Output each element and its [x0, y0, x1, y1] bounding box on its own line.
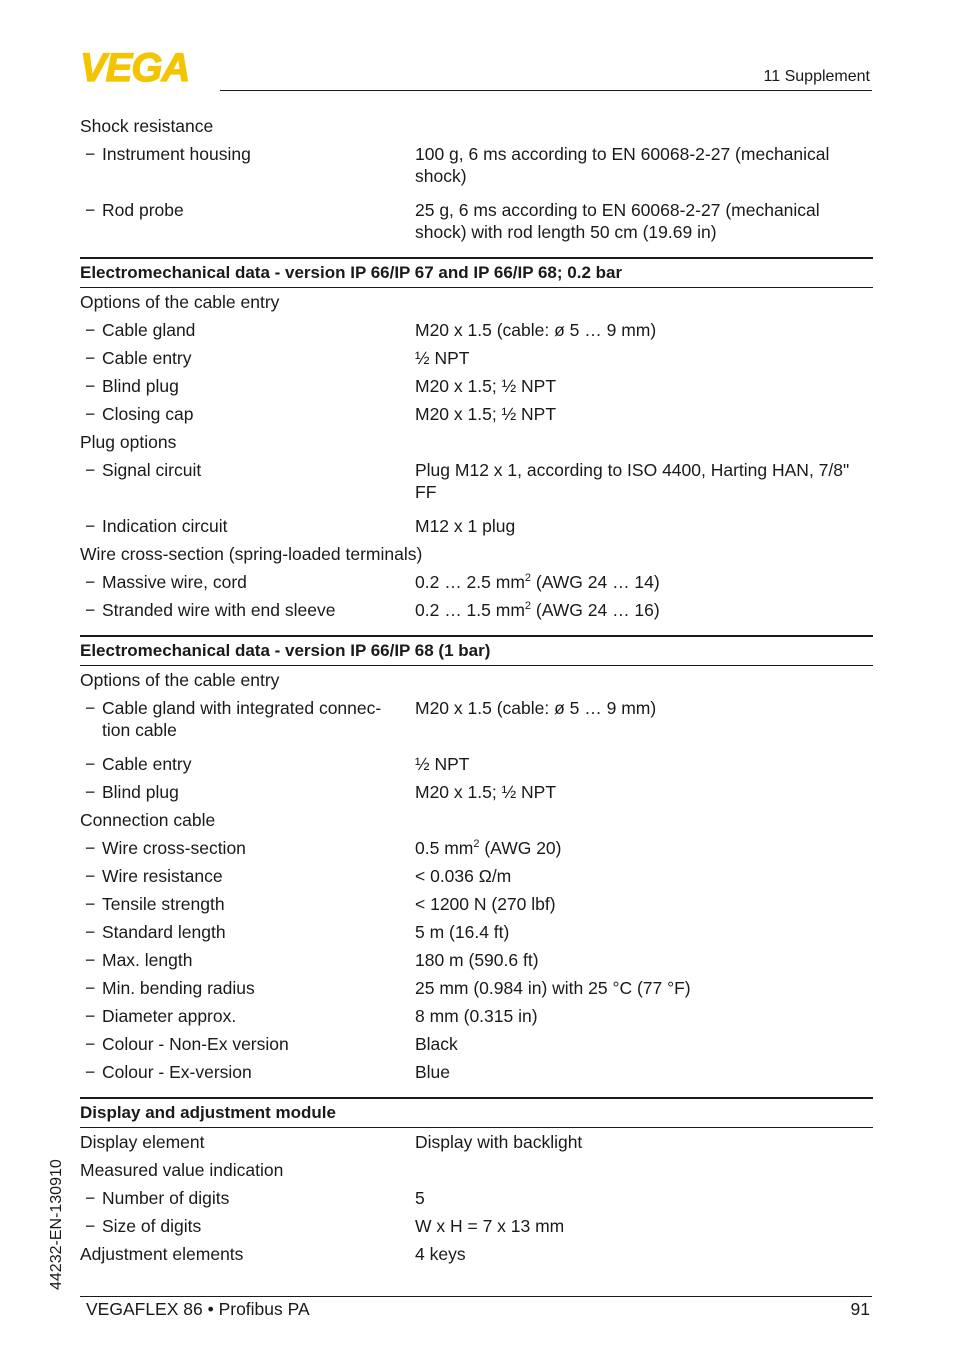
spec-row: − Tensile strength < 1200 N (270 lbf) [80, 890, 873, 918]
spec-row: − Indication circuit M12 x 1 plug [80, 512, 873, 540]
section-heading: Electromechanical data - version IP 66/IP 68 (1 bar) [80, 635, 873, 666]
spec-row: − Massive wire, cord 0.2 … 2.5 $mm^2$ (AWG 24 … 14) [80, 568, 873, 596]
spec-row: − Min. bending radius 25 mm (0.984 in) with 25 °C (77 °F) [80, 974, 873, 1002]
spec-row: − Blind plug M20 x 1.5; ½ NPT [80, 372, 873, 400]
spec-row: Adjustment elements 4 keys [80, 1244, 466, 1264]
group-title: Measured value indication [80, 1160, 284, 1180]
spec-row: − Rod probe 25 g, 6 ms according to EN 60068-2-27 (mechanical shock) with rod length 50 cm (19.69 in) [80, 196, 873, 246]
footer-product: VEGAFLEX 86 • Profibus PA [86, 1299, 310, 1319]
spec-row: Display element Display with backlight [80, 1132, 583, 1152]
footer-rule [80, 1296, 872, 1297]
page-number: 91 [850, 1299, 870, 1319]
group-title: Plug options [80, 432, 177, 452]
svg-text:VEGA: VEGA [80, 50, 190, 84]
spec-row: − Cable entry ½ NPT [80, 344, 873, 372]
section-heading: Display and adjustment module [80, 1097, 873, 1128]
spec-content [80, 112, 873, 1268]
spec-row: − Stranded wire with end sleeve 0.2 … 1.5 $mm^2$ (AWG 24 … 16) [80, 596, 873, 624]
spec-row: − Blind plug M20 x 1.5; ½ NPT [80, 778, 873, 806]
spec-row: − Wire resistance < 0.036 Ω/m [80, 862, 873, 890]
group-title: Wire cross-section (spring-loaded terminals) [80, 544, 423, 564]
spec-row: − Closing cap M20 x 1.5; ½ NPT [80, 400, 873, 428]
section-heading: Electromechanical data - version IP 66/IP 67 and IP 66/IP 68; 0.2 bar [80, 257, 873, 288]
spec-row: − Cable gland with integrated connec-tion cable M20 x 1.5 (cable: ø 5 … 9 mm) [80, 694, 873, 744]
spec-row: − Cable gland M20 x 1.5 (cable: ø 5 … 9 mm) [80, 316, 873, 344]
vega-logo [80, 50, 212, 84]
group-title: Options of the cable entry [80, 292, 280, 312]
group-title: Connection cable [80, 810, 216, 830]
spec-row: − Cable entry ½ NPT [80, 750, 873, 778]
section-label: 11 Supplement [763, 68, 870, 85]
spec-row: − Standard length 5 m (16.4 ft) [80, 918, 873, 946]
document-code: 44232-EN-130910 [48, 1159, 65, 1290]
group-title: Shock resistance [80, 116, 214, 136]
spec-row: − Max. length 180 m (590.6 ft) [80, 946, 873, 974]
group-title: Options of the cable entry [80, 670, 280, 690]
header-rule [220, 90, 872, 91]
spec-row: − Instrument housing 100 g, 6 ms according to EN 60068-2-27 (mechanical shock) [80, 140, 873, 190]
spec-row: − Colour - Non-Ex version Black [80, 1030, 873, 1058]
spec-row: − Diameter approx. 8 mm (0.315 in) [80, 1002, 873, 1030]
spec-row: − Number of digits 5 [80, 1184, 873, 1212]
spec-row: − Wire cross-section 0.5 $mm^2$ (AWG 20) [80, 834, 873, 862]
spec-row: − Size of digits W x H = 7 x 13 mm [80, 1212, 873, 1240]
spec-row: − Signal circuit Plug M12 x 1, according to ISO 4400, Harting HAN, 7/8" FF [80, 456, 873, 506]
spec-row: − Colour - Ex-version Blue [80, 1058, 873, 1086]
